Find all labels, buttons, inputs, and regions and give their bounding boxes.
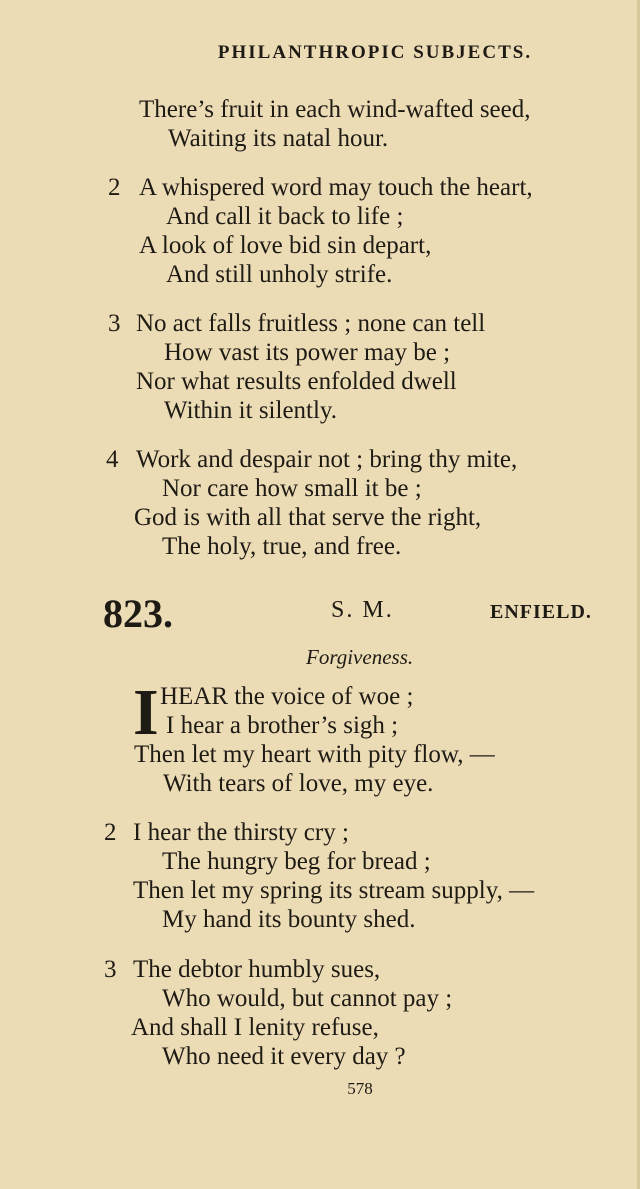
drop-cap: I — [133, 676, 159, 749]
verse-line: And still unholy strife. — [166, 261, 393, 288]
verse-line: A whispered word may touch the heart, — [139, 174, 533, 201]
verse-line: A look of love bid sin depart, — [139, 232, 432, 259]
hymn-meter: S. M. — [331, 597, 394, 623]
hymn-number: 823. — [103, 591, 173, 636]
verse-line: And shall I lenity refuse, — [131, 1014, 379, 1041]
tune-name: ENFIELD. — [490, 601, 592, 623]
verse-line: Nor what results enfolded dwell — [136, 368, 457, 395]
verse-line: I hear the thirsty cry ; — [133, 819, 349, 846]
running-header: PHILANTHROPIC SUBJECTS. — [217, 42, 533, 63]
verse-line: The holy, true, and free. — [162, 533, 402, 560]
verse-line: Who would, but cannot pay ; — [162, 985, 453, 1012]
verse-line: With tears of love, my eye. — [163, 770, 434, 797]
verse-line: I hear a brother’s sigh ; — [166, 712, 399, 739]
verse-line: The hungry beg for bread ; — [162, 848, 431, 875]
verse-line: The debtor humbly sues, — [133, 956, 381, 983]
verse-line: Then let my spring its stream supply, — — [133, 877, 535, 904]
verse-line: Then let my heart with pity flow, — — [134, 741, 495, 768]
verse-line: My hand its bounty shed. — [162, 906, 416, 933]
verse-line: No act falls fruitless ; none can tell — [136, 310, 486, 337]
verse-line: God is with all that serve the right, — [134, 504, 482, 531]
stanza-number: 3 — [104, 956, 117, 983]
stanza-number: 3 — [108, 310, 121, 337]
verse-line: Who need it every day ? — [162, 1043, 406, 1070]
verse-line: Work and despair not ; bring thy mite, — [136, 446, 518, 473]
verse-line: Waiting its natal hour. — [168, 125, 389, 152]
stanza-number: 2 — [104, 819, 117, 846]
page-number: 578 — [347, 1079, 373, 1098]
hymn-subject: Forgiveness. — [306, 645, 414, 669]
stanza-number: 4 — [106, 446, 119, 473]
verse-line: And call it back to life ; — [166, 203, 404, 230]
verse-line: How vast its power may be ; — [164, 339, 451, 366]
verse-line: Within it silently. — [164, 397, 338, 424]
verse-line: There’s fruit in each wind-wafted seed, — [139, 96, 531, 123]
verse-line: Nor care how small it be ; — [162, 475, 422, 502]
stanza-number: 2 — [108, 174, 121, 201]
verse-line: HEAR the voice of woe ; — [160, 683, 414, 710]
